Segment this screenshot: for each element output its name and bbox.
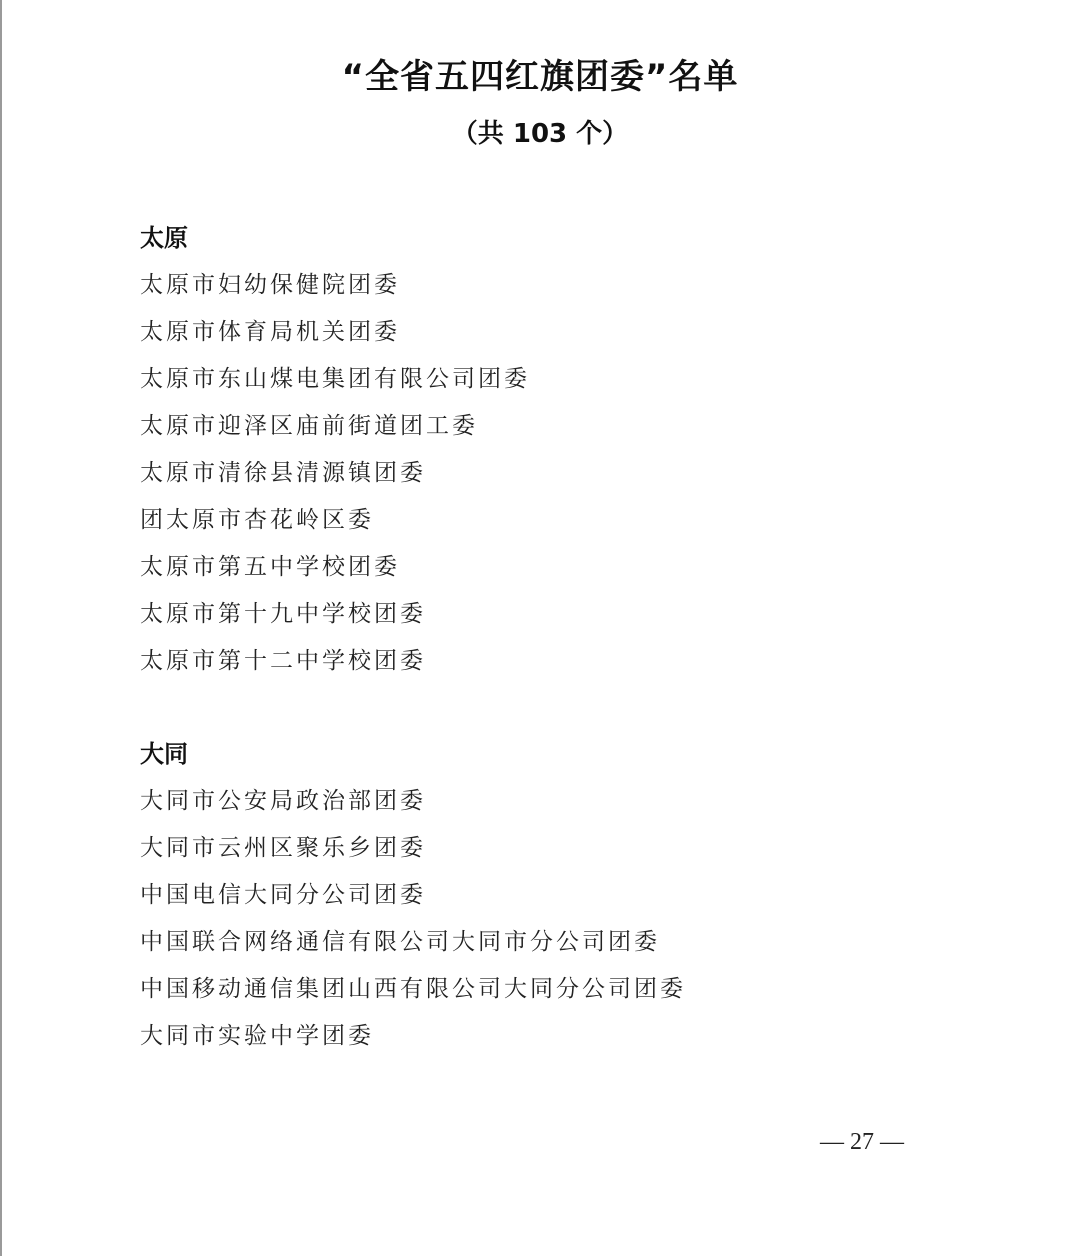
list-item: 太原市妇幼保健院团委 — [140, 272, 400, 298]
list-item: 太原市迎泽区庙前街道团工委 — [140, 413, 478, 439]
document-title: “全省五四红旗团委”名单 — [341, 57, 739, 97]
page-number: — 27 — — [820, 1129, 904, 1155]
list-item: 大同市公安局政治部团委 — [140, 788, 426, 814]
list-item: 大同市实验中学团委 — [140, 1023, 374, 1049]
section-heading: 大同 — [140, 740, 188, 768]
organization-list — [140, 783, 940, 1065]
list-item: 太原市第十二中学校团委 — [140, 648, 426, 674]
list-item: 太原市清徐县清源镇团委 — [140, 460, 426, 486]
list-item: 太原市第十九中学校团委 — [140, 601, 426, 627]
list-item: 太原市体育局机关团委 — [140, 319, 400, 345]
organization-list — [140, 267, 940, 690]
list-item: 中国联合网络通信有限公司大同市分公司团委 — [140, 929, 660, 955]
section-heading: 太原 — [140, 224, 188, 252]
list-item: 太原市东山煤电集团有限公司团委 — [140, 366, 530, 392]
section-datong — [140, 736, 940, 1065]
list-item: 大同市云州区聚乐乡团委 — [140, 835, 426, 861]
list-item: 团太原市杏花岭区委 — [140, 507, 374, 533]
list-item: 太原市第五中学校团委 — [140, 554, 400, 580]
list-item: 中国移动通信集团山西有限公司大同分公司团委 — [140, 976, 686, 1002]
document-subtitle: （共 103 个） — [451, 119, 629, 149]
page-left-edge — [0, 0, 2, 1256]
list-item: 中国电信大同分公司团委 — [140, 882, 426, 908]
section-taiyuan — [140, 220, 940, 690]
